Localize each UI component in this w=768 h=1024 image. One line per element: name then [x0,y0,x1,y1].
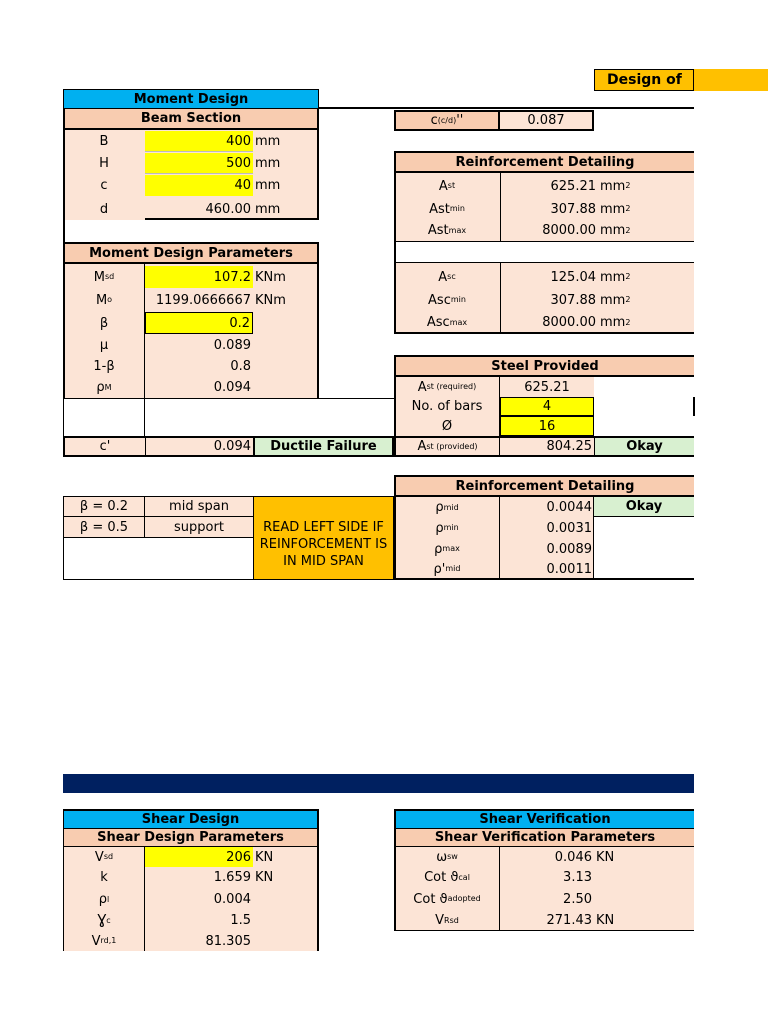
mu-label: μ [99,338,109,353]
ast-max-value: 8000.00 [542,223,596,238]
diameter-label: Ø [441,418,453,434]
beam-h-unit: mm [255,156,281,171]
reinf-detailing-header: Reinforcement Detailing [394,151,694,173]
rho-mid-status: Okay [594,497,694,517]
rho-min-label: ρ min [435,520,459,536]
k-value: 1.659 [213,869,251,885]
beam-b-label: B [99,134,109,149]
msd-unit: KNm [255,269,286,285]
beam-c-input[interactable]: 40 [145,175,253,196]
mo-unit: KNm [255,292,286,308]
ast-required-value: 625.21 [500,377,594,397]
rho-prime-mid-label: ρ' mid [433,561,461,577]
beam-section-header: Beam Section [63,109,319,130]
beam-h-label: H [99,156,109,171]
rho-m-value: 0.094 [213,380,251,395]
mo-label: M o [95,292,113,308]
beta-02-label: β = 0.2 [63,497,145,517]
ast-provided-label: A st (provided) [394,436,500,457]
shear-params-header: Shear Design Parameters [63,828,319,847]
rho-mid-label: ρ mid [435,500,459,515]
beam-h-input[interactable]: 500 [145,153,253,174]
shear-design-header: Shear Design [63,809,319,828]
ast-provided-value: 804.25 [500,436,594,457]
msd-input[interactable]: 107.2 [145,266,253,288]
diameter-input[interactable]: 16 [500,416,594,436]
ast-min-unit: mm 2 [600,201,631,217]
ast-min-label: Ast min [429,201,465,217]
ccd-value: 0.087 [500,110,594,131]
c-prime-value: 0.094 [145,436,253,457]
one-minus-beta-value: 0.8 [230,359,251,374]
beta-label: β [99,315,109,331]
cot-cal-value: 3.13 [563,870,592,885]
c-prime-label: c' [63,436,145,457]
section-divider-band [63,774,694,793]
rho-m-label: ρ M [96,380,112,395]
asc-max-label: Asc max [426,315,468,330]
rho-mid-value: 0.0044 [546,500,592,515]
cot-adopted-value: 2.50 [563,891,592,907]
beam-d-label: d [99,201,109,217]
mo-value: 1199.0666667 [155,292,251,308]
ccd-label: c (c/d) '' [394,110,500,131]
rho-l-value: 0.004 [213,892,251,907]
reinf-gap [394,241,694,263]
beam-c-unit: mm [255,178,281,193]
asc-max-value: 8000.00 [542,315,596,330]
no-of-bars-label: No. of bars [411,399,483,414]
rho-min-value: 0.0031 [546,520,592,536]
ast-max-unit: mm 2 [600,223,631,238]
rho-prime-mid-value: 0.0011 [546,561,592,577]
ast-provided-status: Okay [594,436,694,457]
cot-adopted-label: Cot ϑ adopted [413,891,481,907]
asc-min-unit: mm 2 [600,292,631,308]
vrsd-value: 271.43 [546,913,592,928]
vrsd-unit: KN [596,913,615,928]
beam-b-unit: mm [255,134,281,149]
moment-params-header: Moment Design Parameters [63,242,319,264]
beam-c-label: c [100,178,108,193]
header-rule [319,107,694,109]
shear-verification-params-header: Shear Verification Parameters [394,828,694,847]
blank-cell-left [63,398,145,436]
rho-max-value: 0.0089 [546,541,592,557]
vrsd-label: V Rsd [435,913,459,928]
asc-max-unit: mm 2 [600,315,631,330]
blank-cell-right [145,398,394,436]
sheet-title: Design of [594,69,694,91]
vsd-input[interactable]: 206 [145,847,253,867]
ast-min-value: 307.88 [550,201,596,217]
ast-value: 625.21 [550,178,596,194]
beam-d-value: 460.00 [205,201,251,217]
gamma-c-value: 1.5 [230,913,251,928]
asc-min-label: Asc min [428,292,466,308]
msd-label: M sd [93,269,115,285]
mu-value: 0.089 [213,338,251,353]
omega-sw-unit: KN [596,849,615,865]
beta-02-value: mid span [145,497,253,517]
reinf-detailing-header-2: Reinforcement Detailing [394,475,694,497]
cot-cal-label: Cot ϑ cal [424,870,470,885]
no-of-bars-input[interactable]: 4 [500,397,594,416]
asc-value: 125.04 [550,269,596,285]
ast-label: A st [438,178,456,194]
asc-label: A sc [438,269,456,285]
ast-max-label: Ast max [427,223,467,238]
reading-note: READ LEFT SIDE IF REINFORCEMENT IS IN MID SPAN [253,496,394,580]
reinf2-blank-col [594,517,694,580]
beta-input[interactable]: 0.2 [145,312,253,334]
rho-l-label: ρ l [98,892,110,907]
vrd1-label: V rd,1 [91,933,117,949]
omega-sw-value: 0.046 [554,849,592,865]
asc-min-value: 307.88 [550,292,596,308]
vrd1-value: 81.305 [205,933,251,949]
gap-border [63,220,65,242]
steel-provided-header: Steel Provided [394,355,694,377]
beta-05-label: β = 0.5 [63,517,145,538]
ductile-status: Ductile Failure [253,436,394,457]
one-minus-beta-label: 1-β [93,359,115,374]
beam-b-input[interactable]: 400 [145,131,253,152]
rho-max-label: ρ max [434,541,460,557]
ast-required-label: A st (required) [417,379,477,395]
omega-sw-label: ω sw [436,849,458,865]
vsd-unit: KN [255,849,274,865]
k-unit: KN [255,869,274,885]
shear-verification-header: Shear Verification [394,809,694,828]
k-label: k [100,869,108,885]
title-fill [694,69,768,91]
steel-edge-mark [693,397,695,416]
moment-design-header: Moment Design [63,89,319,109]
ast-unit: mm 2 [600,178,631,194]
asc-unit: mm 2 [600,269,631,285]
vsd-label: V sd [94,849,114,865]
beta-05-value: support [145,517,253,538]
gamma-c-label: Ɣ c [97,913,111,928]
beam-d-unit: mm [255,201,281,217]
